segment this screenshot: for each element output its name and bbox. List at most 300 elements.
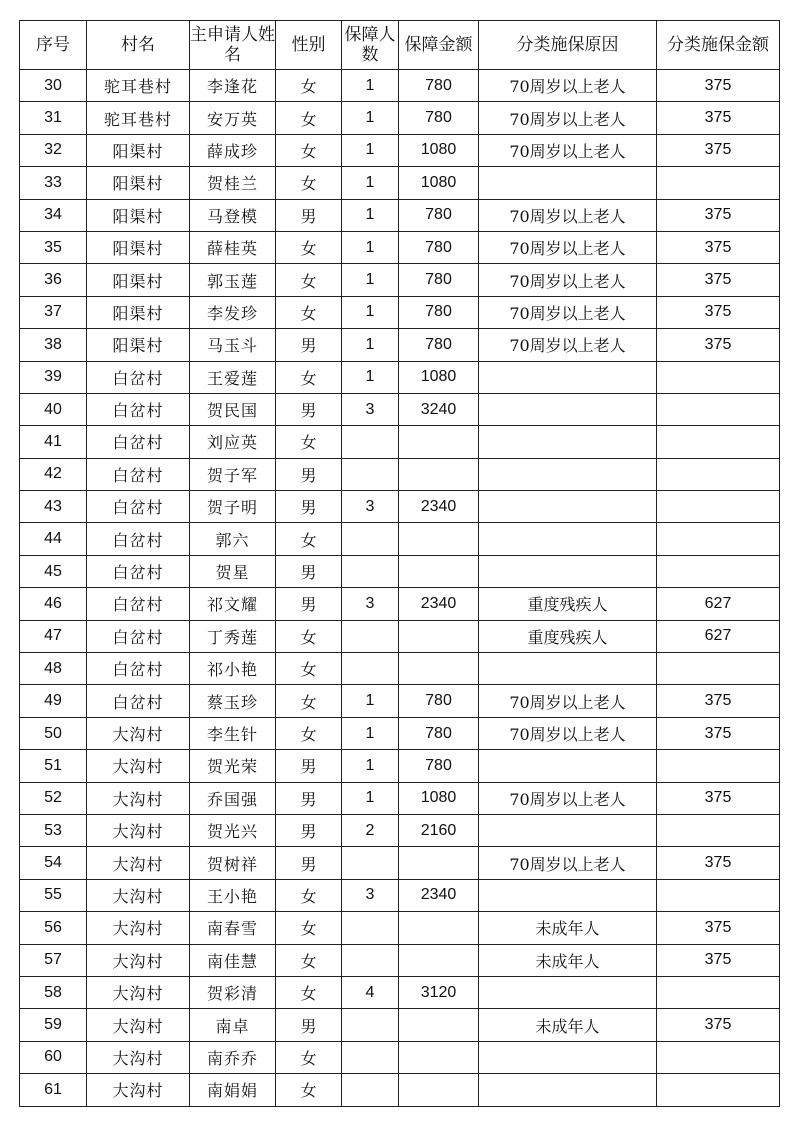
cell-applicant-name: 薛成珍 — [190, 134, 276, 166]
table-row — [20, 361, 780, 393]
cell-category-reason — [479, 750, 657, 782]
cell-village: 大沟村 — [87, 750, 190, 782]
cell-serial: 36 — [20, 264, 87, 296]
cell-applicant-name: 安万英 — [190, 102, 276, 134]
cell-gender: 男 — [276, 555, 342, 587]
assistance-table — [19, 20, 780, 1107]
cell-category-amount: 375 — [657, 685, 780, 717]
cell-covered-persons — [342, 944, 399, 976]
cell-covered-persons: 4 — [342, 976, 399, 1008]
cell-gender: 男 — [276, 750, 342, 782]
cell-covered-persons: 1 — [342, 231, 399, 263]
header-covered-persons: 保障人数 — [342, 21, 399, 70]
cell-serial: 39 — [20, 361, 87, 393]
cell-serial: 38 — [20, 329, 87, 361]
cell-amount: 780 — [399, 329, 479, 361]
cell-serial: 45 — [20, 555, 87, 587]
table-row — [20, 491, 780, 523]
cell-category-reason: 70周岁以上老人 — [479, 264, 657, 296]
cell-gender: 女 — [276, 653, 342, 685]
cell-gender: 男 — [276, 847, 342, 879]
cell-serial: 59 — [20, 1009, 87, 1041]
cell-serial: 30 — [20, 70, 87, 102]
cell-gender: 女 — [276, 264, 342, 296]
cell-covered-persons: 1 — [342, 167, 399, 199]
cell-village: 白岔村 — [87, 426, 190, 458]
cell-amount: 780 — [399, 717, 479, 749]
header-category-amount: 分类施保金额 — [657, 21, 780, 70]
cell-covered-persons — [342, 426, 399, 458]
cell-applicant-name: 贺光荣 — [190, 750, 276, 782]
table-row — [20, 717, 780, 749]
cell-applicant-name: 郭玉莲 — [190, 264, 276, 296]
table-row — [20, 458, 780, 490]
cell-covered-persons — [342, 458, 399, 490]
cell-category-amount: 627 — [657, 588, 780, 620]
cell-serial: 37 — [20, 296, 87, 328]
cell-covered-persons: 1 — [342, 296, 399, 328]
table-row — [20, 588, 780, 620]
cell-serial: 55 — [20, 879, 87, 911]
cell-covered-persons: 1 — [342, 70, 399, 102]
cell-serial: 40 — [20, 393, 87, 425]
cell-gender: 男 — [276, 458, 342, 490]
cell-serial: 35 — [20, 231, 87, 263]
header-gender: 性别 — [276, 21, 342, 70]
cell-village: 白岔村 — [87, 685, 190, 717]
cell-serial: 49 — [20, 685, 87, 717]
table-row — [20, 750, 780, 782]
cell-village: 大沟村 — [87, 1074, 190, 1106]
cell-serial: 43 — [20, 491, 87, 523]
cell-covered-persons: 1 — [342, 264, 399, 296]
table-row — [20, 329, 780, 361]
cell-gender: 女 — [276, 944, 342, 976]
cell-gender: 女 — [276, 134, 342, 166]
header-applicant-name: 主申请人姓名 — [190, 21, 276, 70]
cell-applicant-name: 蔡玉珍 — [190, 685, 276, 717]
cell-amount: 780 — [399, 199, 479, 231]
cell-gender: 女 — [276, 1041, 342, 1073]
cell-category-reason — [479, 167, 657, 199]
cell-category-reason: 70周岁以上老人 — [479, 717, 657, 749]
cell-category-reason: 70周岁以上老人 — [479, 134, 657, 166]
cell-applicant-name: 李生针 — [190, 717, 276, 749]
cell-category-amount — [657, 750, 780, 782]
cell-category-amount: 375 — [657, 264, 780, 296]
cell-applicant-name: 贺子军 — [190, 458, 276, 490]
cell-village: 阳渠村 — [87, 167, 190, 199]
table-row — [20, 814, 780, 846]
cell-applicant-name: 王爱莲 — [190, 361, 276, 393]
cell-serial: 48 — [20, 653, 87, 685]
cell-category-reason — [479, 361, 657, 393]
table-row — [20, 620, 780, 652]
cell-amount: 3240 — [399, 393, 479, 425]
cell-category-amount — [657, 1041, 780, 1073]
cell-gender: 男 — [276, 329, 342, 361]
cell-category-amount — [657, 491, 780, 523]
header-category-reason: 分类施保原因 — [479, 21, 657, 70]
cell-applicant-name: 贺星 — [190, 555, 276, 587]
cell-applicant-name: 薛桂英 — [190, 231, 276, 263]
cell-serial: 50 — [20, 717, 87, 749]
cell-covered-persons: 1 — [342, 717, 399, 749]
cell-village: 白岔村 — [87, 491, 190, 523]
cell-village: 白岔村 — [87, 458, 190, 490]
table-row — [20, 231, 780, 263]
cell-covered-persons: 3 — [342, 879, 399, 911]
cell-amount: 780 — [399, 264, 479, 296]
cell-category-reason — [479, 1074, 657, 1106]
cell-covered-persons: 1 — [342, 329, 399, 361]
cell-serial: 33 — [20, 167, 87, 199]
cell-applicant-name: 李逢花 — [190, 70, 276, 102]
header-village: 村名 — [87, 21, 190, 70]
cell-applicant-name: 乔国强 — [190, 782, 276, 814]
cell-village: 白岔村 — [87, 523, 190, 555]
cell-serial: 57 — [20, 944, 87, 976]
cell-category-amount: 375 — [657, 912, 780, 944]
cell-village: 驼耳巷村 — [87, 102, 190, 134]
cell-amount: 780 — [399, 102, 479, 134]
table-row — [20, 134, 780, 166]
cell-applicant-name: 王小艳 — [190, 879, 276, 911]
cell-covered-persons — [342, 1009, 399, 1041]
cell-village: 白岔村 — [87, 588, 190, 620]
cell-serial: 41 — [20, 426, 87, 458]
cell-serial: 61 — [20, 1074, 87, 1106]
cell-covered-persons — [342, 555, 399, 587]
cell-category-reason: 70周岁以上老人 — [479, 231, 657, 263]
cell-covered-persons: 1 — [342, 102, 399, 134]
cell-category-amount — [657, 555, 780, 587]
table-row — [20, 944, 780, 976]
cell-covered-persons — [342, 912, 399, 944]
cell-covered-persons — [342, 523, 399, 555]
cell-category-amount: 375 — [657, 847, 780, 879]
cell-amount: 780 — [399, 296, 479, 328]
cell-serial: 51 — [20, 750, 87, 782]
cell-covered-persons: 1 — [342, 750, 399, 782]
cell-applicant-name: 南娟娟 — [190, 1074, 276, 1106]
cell-applicant-name: 马登模 — [190, 199, 276, 231]
table-row — [20, 653, 780, 685]
table-row — [20, 1009, 780, 1041]
cell-amount: 2340 — [399, 588, 479, 620]
cell-applicant-name: 南卓 — [190, 1009, 276, 1041]
cell-amount — [399, 944, 479, 976]
cell-category-amount: 375 — [657, 70, 780, 102]
cell-village: 大沟村 — [87, 814, 190, 846]
cell-applicant-name: 南乔乔 — [190, 1041, 276, 1073]
cell-village: 大沟村 — [87, 1009, 190, 1041]
cell-covered-persons: 1 — [342, 199, 399, 231]
table-row — [20, 782, 780, 814]
cell-category-amount — [657, 523, 780, 555]
cell-category-reason — [479, 1041, 657, 1073]
cell-category-amount — [657, 426, 780, 458]
cell-amount — [399, 912, 479, 944]
header-amount: 保障金额 — [399, 21, 479, 70]
cell-village: 阳渠村 — [87, 329, 190, 361]
cell-category-reason — [479, 393, 657, 425]
cell-applicant-name: 马玉斗 — [190, 329, 276, 361]
cell-applicant-name: 南春雪 — [190, 912, 276, 944]
cell-village: 驼耳巷村 — [87, 70, 190, 102]
cell-category-amount — [657, 458, 780, 490]
cell-gender: 女 — [276, 231, 342, 263]
cell-category-reason: 未成年人 — [479, 912, 657, 944]
cell-category-reason: 70周岁以上老人 — [479, 70, 657, 102]
cell-serial: 53 — [20, 814, 87, 846]
table-row — [20, 523, 780, 555]
cell-serial: 42 — [20, 458, 87, 490]
table-row — [20, 976, 780, 1008]
cell-amount — [399, 1074, 479, 1106]
table-row — [20, 685, 780, 717]
cell-covered-persons — [342, 1041, 399, 1073]
cell-applicant-name: 贺子明 — [190, 491, 276, 523]
table-row — [20, 70, 780, 102]
table-row — [20, 167, 780, 199]
cell-village: 阳渠村 — [87, 264, 190, 296]
cell-covered-persons: 1 — [342, 134, 399, 166]
table-row — [20, 879, 780, 911]
cell-gender: 女 — [276, 685, 342, 717]
cell-amount — [399, 1009, 479, 1041]
cell-category-reason — [479, 879, 657, 911]
cell-serial: 32 — [20, 134, 87, 166]
cell-category-reason — [479, 426, 657, 458]
cell-category-reason: 未成年人 — [479, 1009, 657, 1041]
cell-covered-persons: 2 — [342, 814, 399, 846]
cell-amount — [399, 1041, 479, 1073]
cell-category-amount — [657, 879, 780, 911]
cell-category-amount — [657, 814, 780, 846]
cell-village: 大沟村 — [87, 782, 190, 814]
table-row — [20, 296, 780, 328]
cell-category-amount: 375 — [657, 199, 780, 231]
cell-village: 阳渠村 — [87, 296, 190, 328]
cell-village: 大沟村 — [87, 912, 190, 944]
cell-amount: 780 — [399, 750, 479, 782]
cell-applicant-name: 贺民国 — [190, 393, 276, 425]
cell-amount: 1080 — [399, 167, 479, 199]
cell-amount: 2340 — [399, 491, 479, 523]
cell-category-reason — [479, 523, 657, 555]
cell-serial: 58 — [20, 976, 87, 1008]
cell-serial: 54 — [20, 847, 87, 879]
cell-category-amount: 375 — [657, 1009, 780, 1041]
cell-amount — [399, 620, 479, 652]
cell-gender: 女 — [276, 167, 342, 199]
cell-gender: 女 — [276, 102, 342, 134]
cell-covered-persons: 1 — [342, 685, 399, 717]
cell-village: 阳渠村 — [87, 199, 190, 231]
cell-amount — [399, 653, 479, 685]
cell-covered-persons — [342, 620, 399, 652]
cell-category-reason: 重度残疾人 — [479, 588, 657, 620]
table-row — [20, 912, 780, 944]
cell-amount: 2340 — [399, 879, 479, 911]
cell-village: 大沟村 — [87, 847, 190, 879]
cell-gender: 男 — [276, 199, 342, 231]
cell-village: 白岔村 — [87, 555, 190, 587]
cell-category-amount: 627 — [657, 620, 780, 652]
cell-category-reason — [479, 555, 657, 587]
cell-gender: 女 — [276, 523, 342, 555]
cell-gender: 女 — [276, 296, 342, 328]
table-row — [20, 1041, 780, 1073]
cell-amount: 1080 — [399, 134, 479, 166]
cell-covered-persons: 3 — [342, 491, 399, 523]
cell-applicant-name: 郭六 — [190, 523, 276, 555]
cell-serial: 46 — [20, 588, 87, 620]
cell-category-amount: 375 — [657, 134, 780, 166]
table-body — [20, 70, 780, 1107]
cell-gender: 女 — [276, 717, 342, 749]
cell-covered-persons — [342, 1074, 399, 1106]
cell-serial: 52 — [20, 782, 87, 814]
cell-amount — [399, 458, 479, 490]
cell-amount: 1080 — [399, 782, 479, 814]
cell-category-reason — [479, 814, 657, 846]
cell-serial: 56 — [20, 912, 87, 944]
cell-gender: 女 — [276, 620, 342, 652]
cell-applicant-name: 贺光兴 — [190, 814, 276, 846]
cell-serial: 47 — [20, 620, 87, 652]
cell-category-amount: 375 — [657, 944, 780, 976]
table-row — [20, 555, 780, 587]
table-row — [20, 264, 780, 296]
cell-category-amount: 375 — [657, 717, 780, 749]
cell-serial: 34 — [20, 199, 87, 231]
cell-category-amount — [657, 976, 780, 1008]
cell-category-reason: 70周岁以上老人 — [479, 782, 657, 814]
cell-applicant-name: 祁文耀 — [190, 588, 276, 620]
cell-covered-persons: 3 — [342, 393, 399, 425]
cell-applicant-name: 丁秀莲 — [190, 620, 276, 652]
cell-amount: 780 — [399, 685, 479, 717]
cell-village: 大沟村 — [87, 944, 190, 976]
cell-applicant-name: 贺树祥 — [190, 847, 276, 879]
cell-serial: 44 — [20, 523, 87, 555]
cell-amount — [399, 523, 479, 555]
cell-village: 阳渠村 — [87, 134, 190, 166]
cell-village: 白岔村 — [87, 620, 190, 652]
document-page — [19, 20, 779, 1107]
cell-serial: 31 — [20, 102, 87, 134]
cell-applicant-name: 贺彩清 — [190, 976, 276, 1008]
cell-gender: 男 — [276, 1009, 342, 1041]
cell-category-reason — [479, 976, 657, 1008]
cell-amount — [399, 555, 479, 587]
cell-covered-persons — [342, 653, 399, 685]
cell-gender: 女 — [276, 912, 342, 944]
cell-gender: 女 — [276, 879, 342, 911]
cell-category-reason: 未成年人 — [479, 944, 657, 976]
cell-gender: 男 — [276, 588, 342, 620]
cell-serial: 60 — [20, 1041, 87, 1073]
cell-category-amount: 375 — [657, 102, 780, 134]
cell-gender: 女 — [276, 426, 342, 458]
cell-category-reason — [479, 653, 657, 685]
cell-gender: 男 — [276, 393, 342, 425]
cell-amount: 3120 — [399, 976, 479, 1008]
table-row — [20, 847, 780, 879]
cell-covered-persons: 1 — [342, 361, 399, 393]
cell-village: 白岔村 — [87, 361, 190, 393]
table-row — [20, 393, 780, 425]
header-serial: 序号 — [20, 21, 87, 70]
cell-category-reason: 70周岁以上老人 — [479, 329, 657, 361]
cell-category-reason: 70周岁以上老人 — [479, 199, 657, 231]
cell-applicant-name: 南佳慧 — [190, 944, 276, 976]
cell-covered-persons — [342, 847, 399, 879]
cell-gender: 男 — [276, 491, 342, 523]
cell-amount: 780 — [399, 231, 479, 263]
cell-amount: 2160 — [399, 814, 479, 846]
cell-category-reason — [479, 491, 657, 523]
cell-village: 大沟村 — [87, 717, 190, 749]
cell-covered-persons: 1 — [342, 782, 399, 814]
cell-category-amount — [657, 653, 780, 685]
cell-village: 大沟村 — [87, 879, 190, 911]
cell-category-amount: 375 — [657, 296, 780, 328]
cell-covered-persons: 3 — [342, 588, 399, 620]
cell-village: 大沟村 — [87, 976, 190, 1008]
cell-category-reason: 70周岁以上老人 — [479, 102, 657, 134]
cell-amount: 780 — [399, 70, 479, 102]
cell-village: 白岔村 — [87, 393, 190, 425]
cell-gender: 女 — [276, 1074, 342, 1106]
cell-gender: 女 — [276, 976, 342, 1008]
table-row — [20, 426, 780, 458]
cell-village: 阳渠村 — [87, 231, 190, 263]
cell-category-amount — [657, 1074, 780, 1106]
cell-amount — [399, 847, 479, 879]
cell-applicant-name: 祁小艳 — [190, 653, 276, 685]
table-row — [20, 1074, 780, 1106]
cell-applicant-name: 刘应英 — [190, 426, 276, 458]
table-row — [20, 102, 780, 134]
cell-category-reason: 重度残疾人 — [479, 620, 657, 652]
cell-category-amount — [657, 393, 780, 425]
cell-gender: 男 — [276, 782, 342, 814]
cell-village: 大沟村 — [87, 1041, 190, 1073]
cell-category-amount — [657, 361, 780, 393]
cell-amount — [399, 426, 479, 458]
cell-gender: 男 — [276, 814, 342, 846]
cell-village: 白岔村 — [87, 653, 190, 685]
cell-category-reason — [479, 458, 657, 490]
cell-category-amount: 375 — [657, 231, 780, 263]
cell-gender: 女 — [276, 70, 342, 102]
cell-category-reason: 70周岁以上老人 — [479, 847, 657, 879]
table-header-row — [20, 21, 780, 70]
cell-category-reason: 70周岁以上老人 — [479, 296, 657, 328]
cell-gender: 女 — [276, 361, 342, 393]
cell-category-reason: 70周岁以上老人 — [479, 685, 657, 717]
cell-category-amount: 375 — [657, 782, 780, 814]
table-row — [20, 199, 780, 231]
cell-category-amount: 375 — [657, 329, 780, 361]
cell-amount: 1080 — [399, 361, 479, 393]
cell-applicant-name: 贺桂兰 — [190, 167, 276, 199]
cell-applicant-name: 李发珍 — [190, 296, 276, 328]
cell-category-amount — [657, 167, 780, 199]
